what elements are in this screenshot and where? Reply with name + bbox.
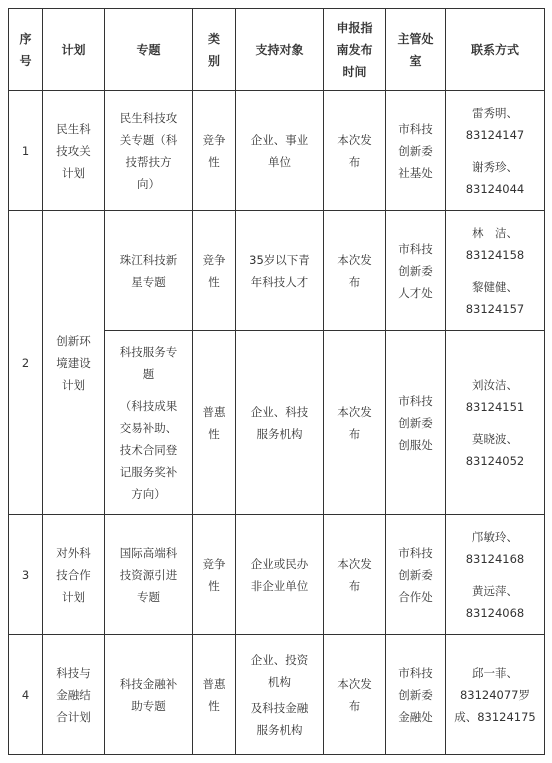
row-topic: 珠江科技新 星专题 [105,211,193,331]
header-dept: 主管处 室 [386,9,446,91]
row-category: 普惠 性 [193,331,236,515]
table-row [9,211,545,331]
table-row [9,91,545,211]
row-target: 企业、事业 单位 [236,91,324,211]
header-target: 支持对象 [236,9,324,91]
table-row [9,515,545,635]
plan-table [8,8,545,755]
row-contact: 邱一菲、 83124077罗 成、83124175 [446,635,545,755]
header-topic: 专题 [105,9,193,91]
row-category: 竞争 性 [193,211,236,331]
row-plan: 科技与 金融结 合计划 [43,635,105,755]
row-category: 竞争 性 [193,91,236,211]
row-time: 本次发 布 [324,635,386,755]
row-time: 本次发 布 [324,211,386,331]
row-plan: 民生科 技攻关 计划 [43,91,105,211]
row-topic: 科技服务专 题 （科技成果 交易补助、 技术合同登 记服务奖补 方向） [105,331,193,515]
row-time: 本次发 布 [324,515,386,635]
row-target: 企业或民办 非企业单位 [236,515,324,635]
row-time: 本次发 布 [324,91,386,211]
row-contact: 林 洁、 83124158 黎健健、 83124157 [446,211,545,331]
table-row [9,635,545,755]
row-dept: 市科技 创新委 创服处 [386,331,446,515]
row-seq: 3 [9,515,43,635]
header-contact: 联系方式 [446,9,545,91]
row-category: 普惠 性 [193,635,236,755]
row-category: 竞争 性 [193,515,236,635]
row-target: 35岁以下青 年科技人才 [236,211,324,331]
header-row [9,9,545,91]
row-plan: 创新环 境建设 计划 [43,211,105,515]
row-time: 本次发 布 [324,331,386,515]
row-seq: 1 [9,91,43,211]
row-dept: 市科技 创新委 合作处 [386,515,446,635]
row-target: 企业、投资 机构 及科技金融 服务机构 [236,635,324,755]
row-contact: 邝敏玲、 83124168 黄远萍、 83124068 [446,515,545,635]
row-contact: 雷秀明、 83124147 谢秀珍、 83124044 [446,91,545,211]
row-plan: 对外科 技合作 计划 [43,515,105,635]
header-time: 申报指 南发布 时间 [324,9,386,91]
row-dept: 市科技 创新委 人才处 [386,211,446,331]
header-plan: 计划 [43,9,105,91]
row-topic: 科技金融补 助专题 [105,635,193,755]
row-seq: 4 [9,635,43,755]
row-seq: 2 [9,211,43,515]
header-seq: 序 号 [9,9,43,91]
row-topic: 民生科技攻 关专题（科 技帮扶方 向） [105,91,193,211]
row-target: 企业、科技 服务机构 [236,331,324,515]
row-dept: 市科技 创新委 社基处 [386,91,446,211]
header-category: 类 别 [193,9,236,91]
row-topic: 国际高端科 技资源引进 专题 [105,515,193,635]
row-dept: 市科技 创新委 金融处 [386,635,446,755]
row-contact: 刘汝洁、 83124151 莫晓波、 83124052 [446,331,545,515]
